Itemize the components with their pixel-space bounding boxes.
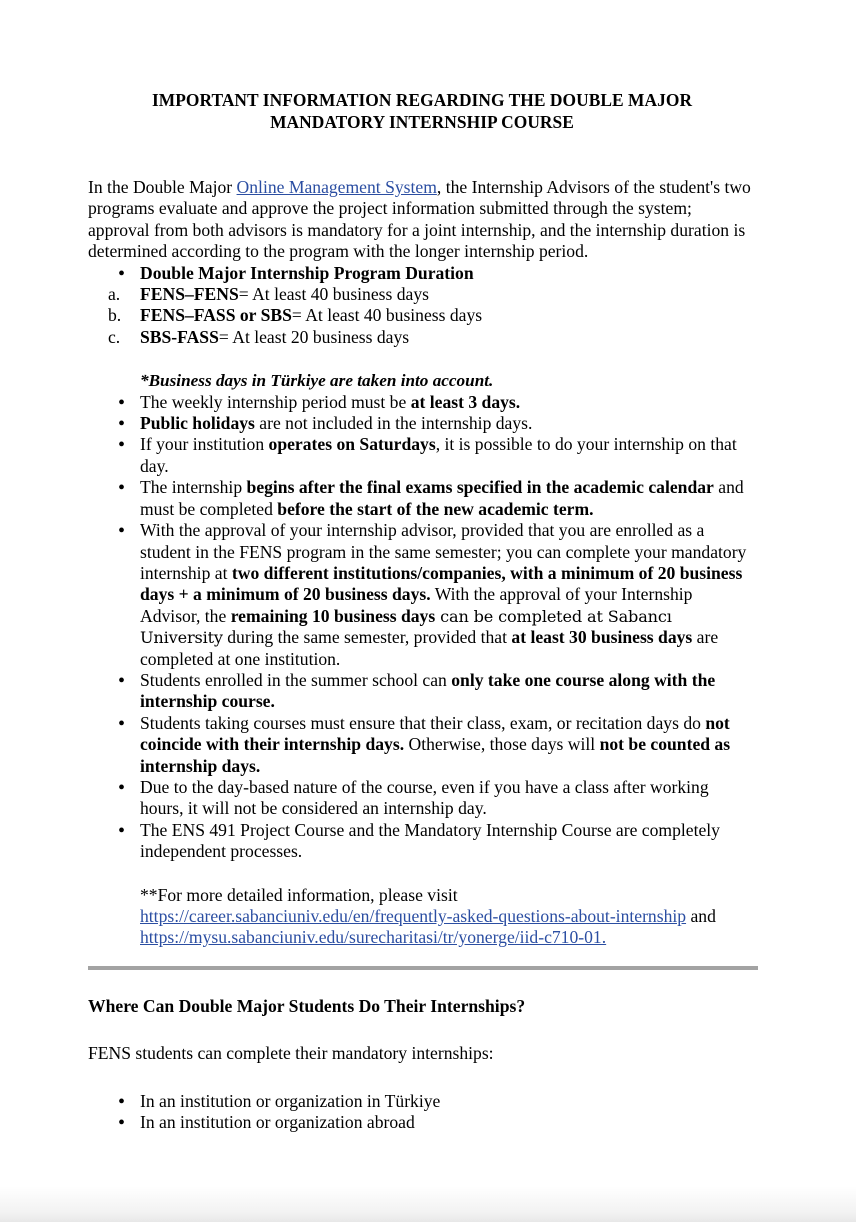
bullet-icon: • bbox=[118, 819, 126, 842]
location-label: In an institution or organization abroad bbox=[140, 1112, 415, 1133]
footnote-conjunction: and bbox=[686, 906, 716, 926]
bullet-icon: • bbox=[118, 434, 126, 457]
rule-emphasis: only take one course along with the internship course. bbox=[140, 669, 716, 712]
rule-text: Students taking courses must ensure that their class, exam, or recitation days do bbox=[140, 712, 706, 733]
online-management-system-link[interactable]: Online Management System bbox=[236, 177, 437, 197]
duration-item-c bbox=[88, 327, 756, 348]
rule-text: Due to the day-based nature of the course, even if you have a class after working hours, it will not be considered an internship day. bbox=[140, 776, 709, 819]
rule-text: Students enrolled in the summer school can bbox=[140, 669, 452, 690]
footnote-block bbox=[88, 885, 756, 949]
duration-item-b bbox=[88, 305, 756, 326]
internship-location-list bbox=[88, 1091, 756, 1134]
rule-item bbox=[88, 392, 756, 413]
bullet-icon: • bbox=[118, 1090, 126, 1113]
duration-value-a: = At least 40 business days bbox=[238, 284, 429, 305]
bullet-icon: • bbox=[118, 413, 126, 436]
rule-emphasis: remaining 10 business days bbox=[230, 605, 436, 626]
page-title-line-2: MANDATORY INTERNSHIP COURSE bbox=[270, 111, 574, 132]
page-title-line-1: IMPORTANT INFORMATION REGARDING THE DOUBLE MAJOR bbox=[151, 90, 693, 110]
rule-text: are completed at one institution. bbox=[140, 627, 719, 669]
page-title bbox=[88, 90, 756, 133]
rule-emphasis: before the start of the new academic term. bbox=[277, 498, 594, 519]
rule-emphasis: at least 3 days. bbox=[410, 391, 521, 412]
rule-emphasis: operates on Saturdays bbox=[268, 434, 436, 455]
rule-text: are not included in the internship days. bbox=[254, 413, 533, 434]
bullet-icon: • bbox=[118, 262, 126, 285]
rule-item bbox=[88, 820, 756, 863]
duration-heading-item bbox=[88, 263, 756, 284]
location-item bbox=[88, 1112, 756, 1133]
rule-text: With the approval of your internship advisor, provided that you are enrolled as a student in the FENS program in the same semester; you can complete your mandatory internship at bbox=[140, 520, 747, 583]
rule-item bbox=[88, 713, 756, 777]
rule-emphasis: at least 30 business days bbox=[511, 627, 693, 648]
lower-section bbox=[88, 996, 756, 1134]
rule-text: and must be completed bbox=[140, 477, 744, 519]
rule-text: Otherwise, those days will bbox=[404, 734, 600, 755]
career-faq-link[interactable]: https://career.sabanciuniv.edu/en/frequently-asked-questions-about-internship bbox=[140, 906, 687, 926]
location-label: In an institution or organization in Türkiye bbox=[140, 1090, 441, 1111]
rule-text: If your institution bbox=[140, 434, 269, 455]
duration-list bbox=[88, 263, 756, 349]
rule-item bbox=[88, 777, 756, 820]
rule-item bbox=[88, 477, 756, 520]
mysu-yonerge-link[interactable]: https://mysu.sabanciuniv.edu/surecharitasi/tr/yonerge/iid-c710-01. bbox=[140, 927, 607, 948]
rule-emphasis: two different institutions/companies, with a minimum of 20 business days + a minimum of 20 business days. bbox=[140, 562, 743, 605]
section-paragraph: FENS students can complete their mandatory internships: bbox=[88, 1043, 494, 1064]
list-marker-b: b. bbox=[108, 305, 122, 326]
section-heading: Where Can Double Major Students Do Their Internships? bbox=[88, 996, 526, 1016]
footnote-intro: **For more detailed information, please visit bbox=[140, 884, 458, 905]
rule-text: The internship bbox=[140, 477, 247, 498]
bullet-icon: • bbox=[118, 776, 126, 799]
document-content bbox=[88, 90, 756, 949]
footnote-url-line-1 bbox=[140, 906, 756, 927]
duration-item-a bbox=[88, 284, 756, 305]
list-marker-c: c. bbox=[108, 326, 121, 347]
rule-text: , it is possible to do your internship on that day. bbox=[140, 434, 737, 476]
rules-list bbox=[88, 392, 756, 863]
page-bottom-shadow bbox=[0, 1186, 856, 1222]
rule-text: The weekly internship period must be bbox=[140, 391, 411, 412]
rule-emphasis: begins after the final exams specified in the academic calendar bbox=[246, 477, 714, 498]
rule-item bbox=[88, 413, 756, 434]
rule-text: The ENS 491 Project Course and the Mandatory Internship Course are completely independent processes. bbox=[140, 819, 720, 862]
bullet-icon: • bbox=[118, 477, 126, 500]
rule-emphasis: Public holidays bbox=[140, 413, 255, 434]
business-days-note: *Business days in Türkiye are taken into account. bbox=[140, 371, 494, 391]
duration-program-a: FENS–FENS bbox=[140, 284, 239, 305]
bullet-icon: • bbox=[118, 712, 126, 735]
rule-text: during the same semester, provided that bbox=[222, 627, 512, 648]
footnote-url-line-2 bbox=[140, 927, 756, 948]
duration-heading-label: Double Major Internship Program Duration bbox=[140, 262, 474, 283]
bullet-icon: • bbox=[118, 669, 126, 692]
section-divider bbox=[88, 966, 758, 970]
intro-text-before-link: In the Double Major bbox=[88, 177, 237, 197]
list-marker-a: a. bbox=[108, 284, 121, 305]
rule-emphasis: not coincide with their internship days. bbox=[140, 712, 730, 755]
duration-program-b: FENS–FASS or SBS bbox=[140, 305, 292, 326]
duration-value-c: = At least 20 business days bbox=[218, 326, 410, 347]
bullet-icon: • bbox=[118, 1112, 126, 1135]
intro-text-after-link: , the Internship Advisors of the student's two programs evaluate and approve the project information submitted through the system; approval from both advisors is mandatory for a joint internship, and the internship duration is determined according to the program with the longer internship period. bbox=[88, 177, 751, 262]
rule-text: With the approval of your Internship Advisor, the bbox=[140, 584, 693, 626]
rule-emphasis: not be counted as internship days. bbox=[140, 734, 731, 776]
intro-paragraph bbox=[88, 177, 756, 263]
rule-text: can be completed at Sabancı University bbox=[140, 606, 672, 648]
rule-item bbox=[88, 670, 756, 713]
bullet-icon: • bbox=[118, 391, 126, 414]
rule-item bbox=[88, 434, 756, 477]
duration-program-c: SBS-FASS bbox=[140, 326, 219, 347]
location-item bbox=[88, 1091, 756, 1112]
duration-value-b: = At least 40 business days bbox=[291, 305, 483, 326]
bullet-icon: • bbox=[118, 520, 126, 543]
rule-item bbox=[88, 520, 756, 670]
